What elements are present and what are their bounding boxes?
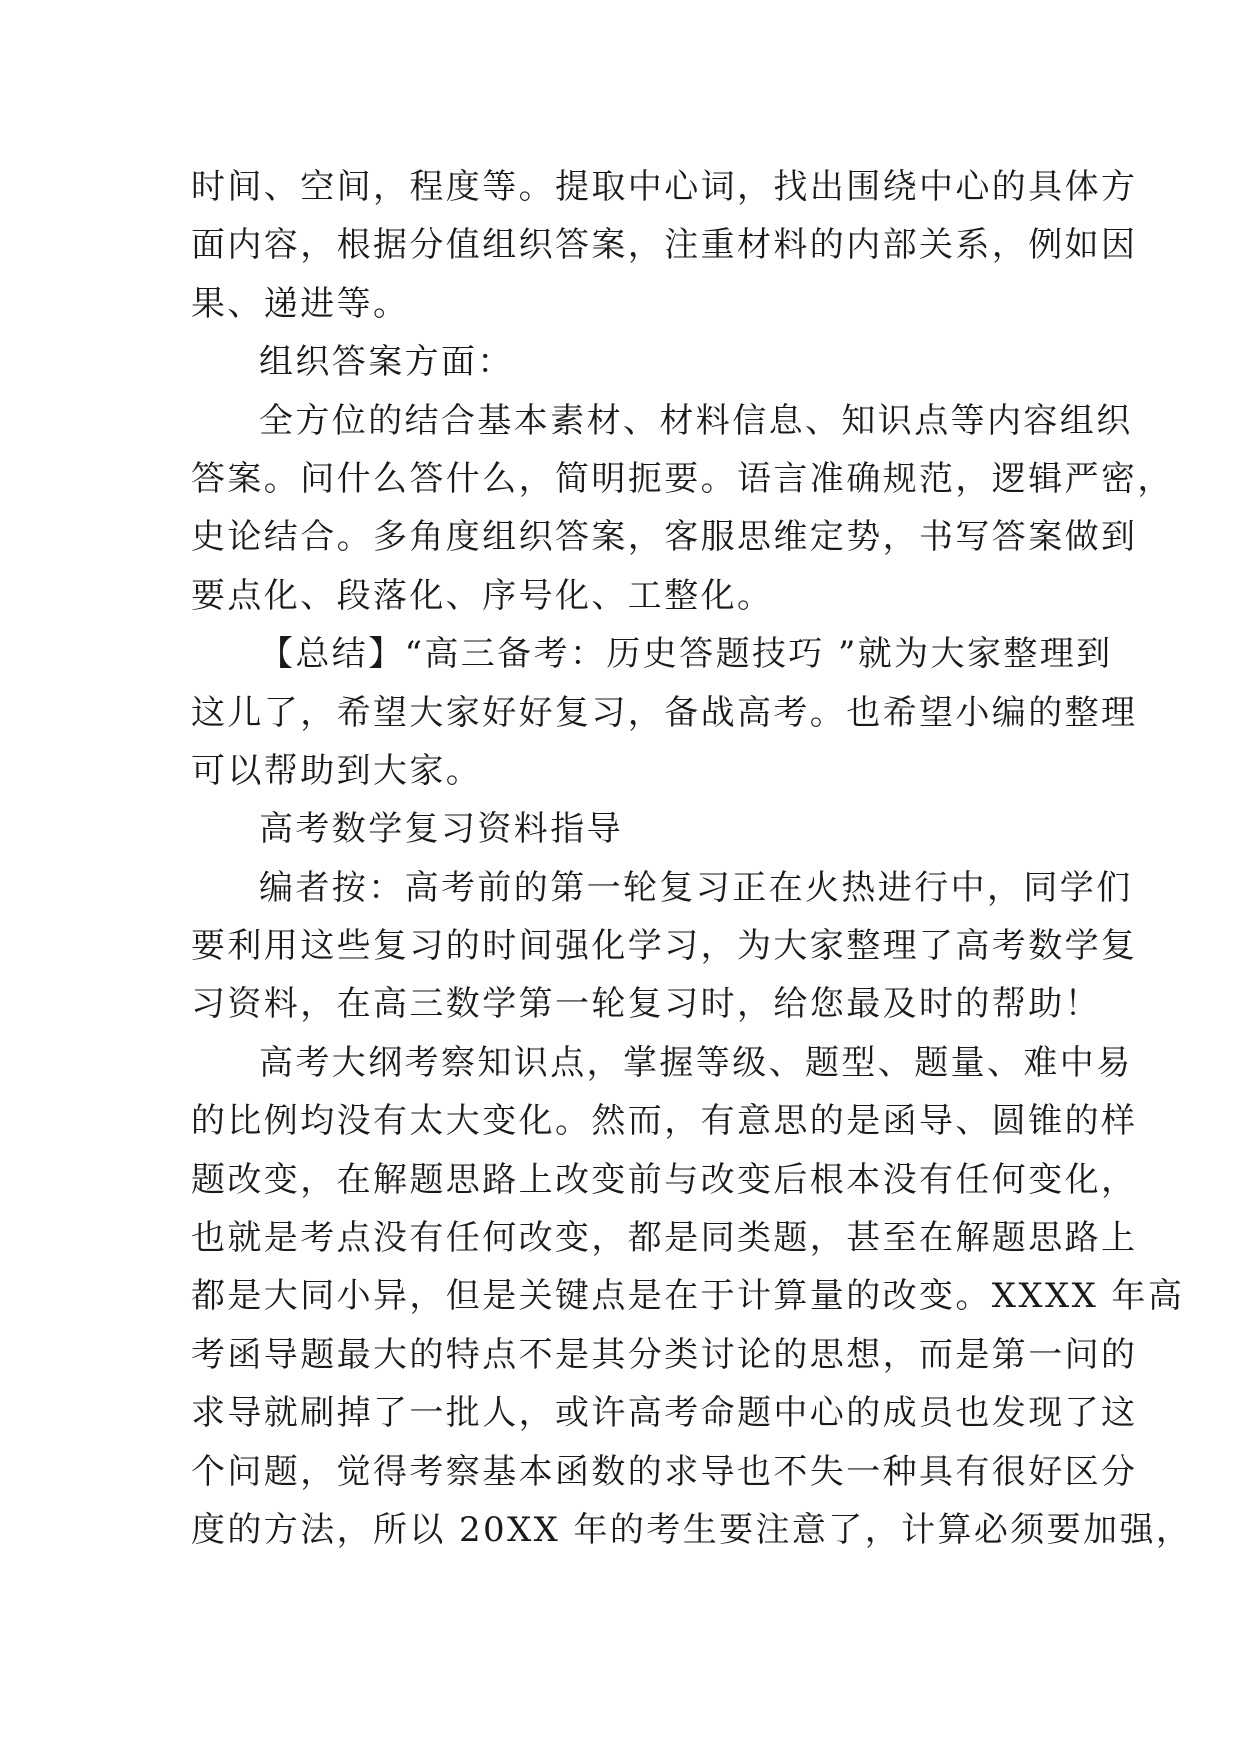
text-line: 全方位的结合基本素材、材料信息、知识点等内容组织 xyxy=(259,400,1133,441)
text-line: 也就是考点没有任何改变，都是同类题，甚至在解题思路上 xyxy=(191,1218,1138,1259)
text-line: 考函导题最大的特点不是其分类讨论的思想，而是第一问的 xyxy=(191,1334,1138,1375)
text-line: 果、递进等。 xyxy=(191,283,410,324)
text-line: 个问题，觉得考察基本函数的求导也不失一种具有很好区分 xyxy=(191,1451,1138,1492)
document-body xyxy=(191,158,1193,1559)
text-line: 高考数学复习资料指导 xyxy=(259,809,623,850)
text-line: 编者按：高考前的第一轮复习正在火热进行中，同学们 xyxy=(259,867,1133,908)
text-line: 组织答案方面： xyxy=(259,342,514,383)
text-line: 这儿了，希望大家好好复习，备战高考。也希望小编的整理 xyxy=(191,692,1138,733)
text-line: 面内容，根据分值组织答案，注重材料的内部关系，例如因 xyxy=(191,225,1138,266)
text-line: 时间、空间，程度等。提取中心词，找出围绕中心的具体方 xyxy=(191,167,1138,207)
text-line: 要利用这些复习的时间强化学习，为大家整理了高考数学复 xyxy=(191,926,1138,967)
text-line: 可以帮助到大家。 xyxy=(191,750,483,791)
text-line: 度的方法，所以 20XX 年的考生要注意了，计算必须要加强， xyxy=(191,1509,1193,1550)
text-line: 要点化、段落化、序号化、工整化。 xyxy=(191,575,774,616)
text-line: 的比例均没有太大变化。然而，有意思的是函导、圆锥的样 xyxy=(191,1101,1138,1142)
text-line: 都是大同小异，但是关键点是在于计算量的改变。XXXX 年高 xyxy=(191,1276,1185,1317)
text-line: 高考大纲考察知识点，掌握等级、题型、题量、难中易 xyxy=(259,1042,1133,1083)
text-line: 习资料，在高三数学第一轮复习时，给您最及时的帮助！ xyxy=(191,984,1101,1025)
text-line: 题改变，在解题思路上改变前与改变后根本没有任何变化， xyxy=(191,1159,1138,1200)
text-line: 【总结】“高三备考：历史答题技巧 ”就为大家整理到 xyxy=(259,634,1113,675)
text-line: 答案。问什么答什么，简明扼要。语言准确规范，逻辑严密， xyxy=(191,458,1174,499)
text-line: 史论结合。多角度组织答案，客服思维定势，书写答案做到 xyxy=(191,517,1138,558)
text-line: 求导就刷掉了一批人，或许高考命题中心的成员也发现了这 xyxy=(191,1393,1138,1434)
